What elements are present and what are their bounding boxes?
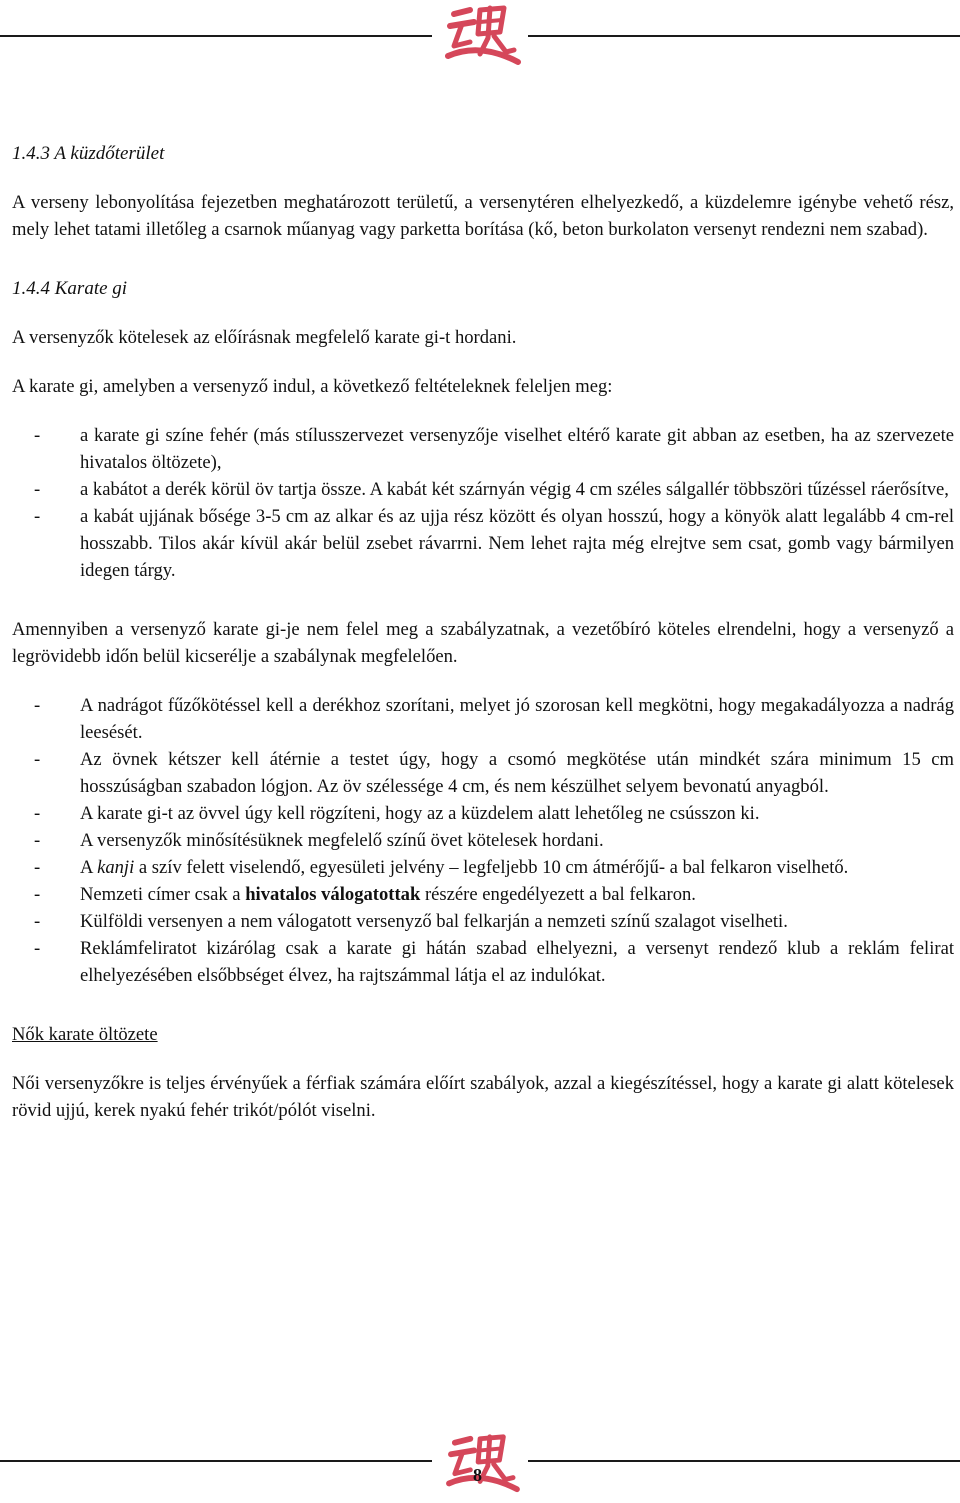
paragraph-karate-gi-conditions: A karate gi, amelyben a versenyző indul, a következő feltételeknek feleljen meg: bbox=[12, 376, 613, 397]
header-rule-left bbox=[0, 35, 432, 37]
page-footer bbox=[0, 1425, 960, 1503]
kanji-seal-icon bbox=[440, 2, 524, 70]
header-rule-right bbox=[528, 35, 960, 37]
paragraph-karate-gi-intro: A versenyzők kötelesek az előírásnak megfelelő karate gi-t hordani. bbox=[12, 327, 517, 348]
footer-rule-right bbox=[528, 1460, 960, 1462]
bold-term: hivatalos válogatottak bbox=[245, 884, 421, 905]
subheading-women-uniform: Nők karate öltözete bbox=[12, 1024, 158, 1045]
text-run: részére engedélyezett a bal felkaron. bbox=[420, 884, 696, 905]
text-run: Nemzeti címer csak a bbox=[80, 884, 246, 905]
list-item: - Külföldi versenyen a nem válogatott versenyző bal felkarján a nemzeti színű szalagot viselheti. bbox=[12, 908, 954, 935]
uniform-rules-list bbox=[12, 692, 954, 989]
section-heading-1-4-4: 1.4.4 Karate gi bbox=[12, 278, 128, 299]
footer-rule-left bbox=[0, 1460, 432, 1462]
page-header bbox=[0, 0, 960, 80]
list-item: - a kabát ujjának bősége 3-5 cm az alkar és az ujja rész között és olyan hosszú, hogy a könyök alatt legalább 4 cm-rel hosszabb. Tilos akár kívül akár belül zsebet rávarrni. Nem lehet rajta még elrejtve sem csat, gomb vagy bármilyen idegen tárgy. bbox=[12, 503, 954, 584]
paragraph-kuzdoterulet: A verseny lebonyolítása fejezetben meghatározott területű, a versenytéren elhelyezkedő, a küzdelemre igénybe vehető rész, mely lehet tatami illetőleg a csarnok műanyag vagy parketta borítása (kő, beton burkolaton versenyt rendezni nem szabad). bbox=[12, 192, 954, 240]
page-number: 8 bbox=[473, 1465, 482, 1485]
text-run: a szív felett viselendő, egyesületi jelvény – legfeljebb 10 cm átmérőjű- a bal felkaron viselhető. bbox=[134, 857, 849, 878]
list-item bbox=[12, 854, 954, 881]
document-body bbox=[12, 140, 954, 1146]
list-item: - a karate gi színe fehér (más stílusszervezet versenyzője viselhet eltérő karate git abban az esetben, ha az szervezete hivatalos öltözete), bbox=[12, 422, 954, 476]
section-heading-1-4-3: 1.4.3 A küzdőterület bbox=[12, 143, 165, 164]
kanji-term: kanji bbox=[97, 857, 135, 878]
paragraph-women-uniform: Női versenyzőkre is teljes érvényűek a férfiak számára előírt szabályok, azzal a kiegészítéssel, hogy a karate gi alatt kötelesek rövid ujjú, kerek nyakú fehér trikót/pólót viselni. bbox=[12, 1073, 954, 1121]
list-item: - A karate gi-t az övvel úgy kell rögzíteni, hogy az a küzdelem alatt lehetőleg ne csússzon ki. bbox=[12, 800, 954, 827]
list-item: - A nadrágot fűzőkötéssel kell a derékhoz szorítani, melyet jó szorosan kell megkötni, hogy megakadályozza a nadrág leesését. bbox=[12, 692, 954, 746]
kanji-seal-icon bbox=[440, 1431, 524, 1497]
gi-requirements-list bbox=[12, 422, 954, 584]
paragraph-gi-replacement: Amennyiben a versenyző karate gi-je nem felel meg a szabályzatnak, a vezetőbíró köteles elrendelni, hogy a versenyző a legrövidebb időn belül kicserélje a szabálynak megfelelően. bbox=[12, 619, 954, 667]
list-item: - Reklámfeliratot kizárólag csak a karate gi hátán szabad elhelyezni, a versenyt rendező klub a reklám felirat elhelyezésében elsőbbséget élvez, ha rajtszámmal látja el az indulókat. bbox=[12, 935, 954, 989]
text-run: A bbox=[80, 857, 98, 878]
list-item: - Az övnek kétszer kell átérnie a testet úgy, hogy a csomó megkötése után mindkét szára minimum 15 cm hosszúságban szabadon lógjon. Az öv szélessége 4 cm, és nem készülhet selyem bevonatú anyagból. bbox=[12, 746, 954, 800]
list-item: - A versenyzők minősítésüknek megfelelő színű övet kötelesek hordani. bbox=[12, 827, 954, 854]
list-item bbox=[12, 881, 954, 908]
list-item: - a kabátot a derék körül öv tartja össze. A kabát két szárnyán végig 4 cm széles sálgallér többszöri tűzéssel ráerősítve, bbox=[12, 476, 954, 503]
